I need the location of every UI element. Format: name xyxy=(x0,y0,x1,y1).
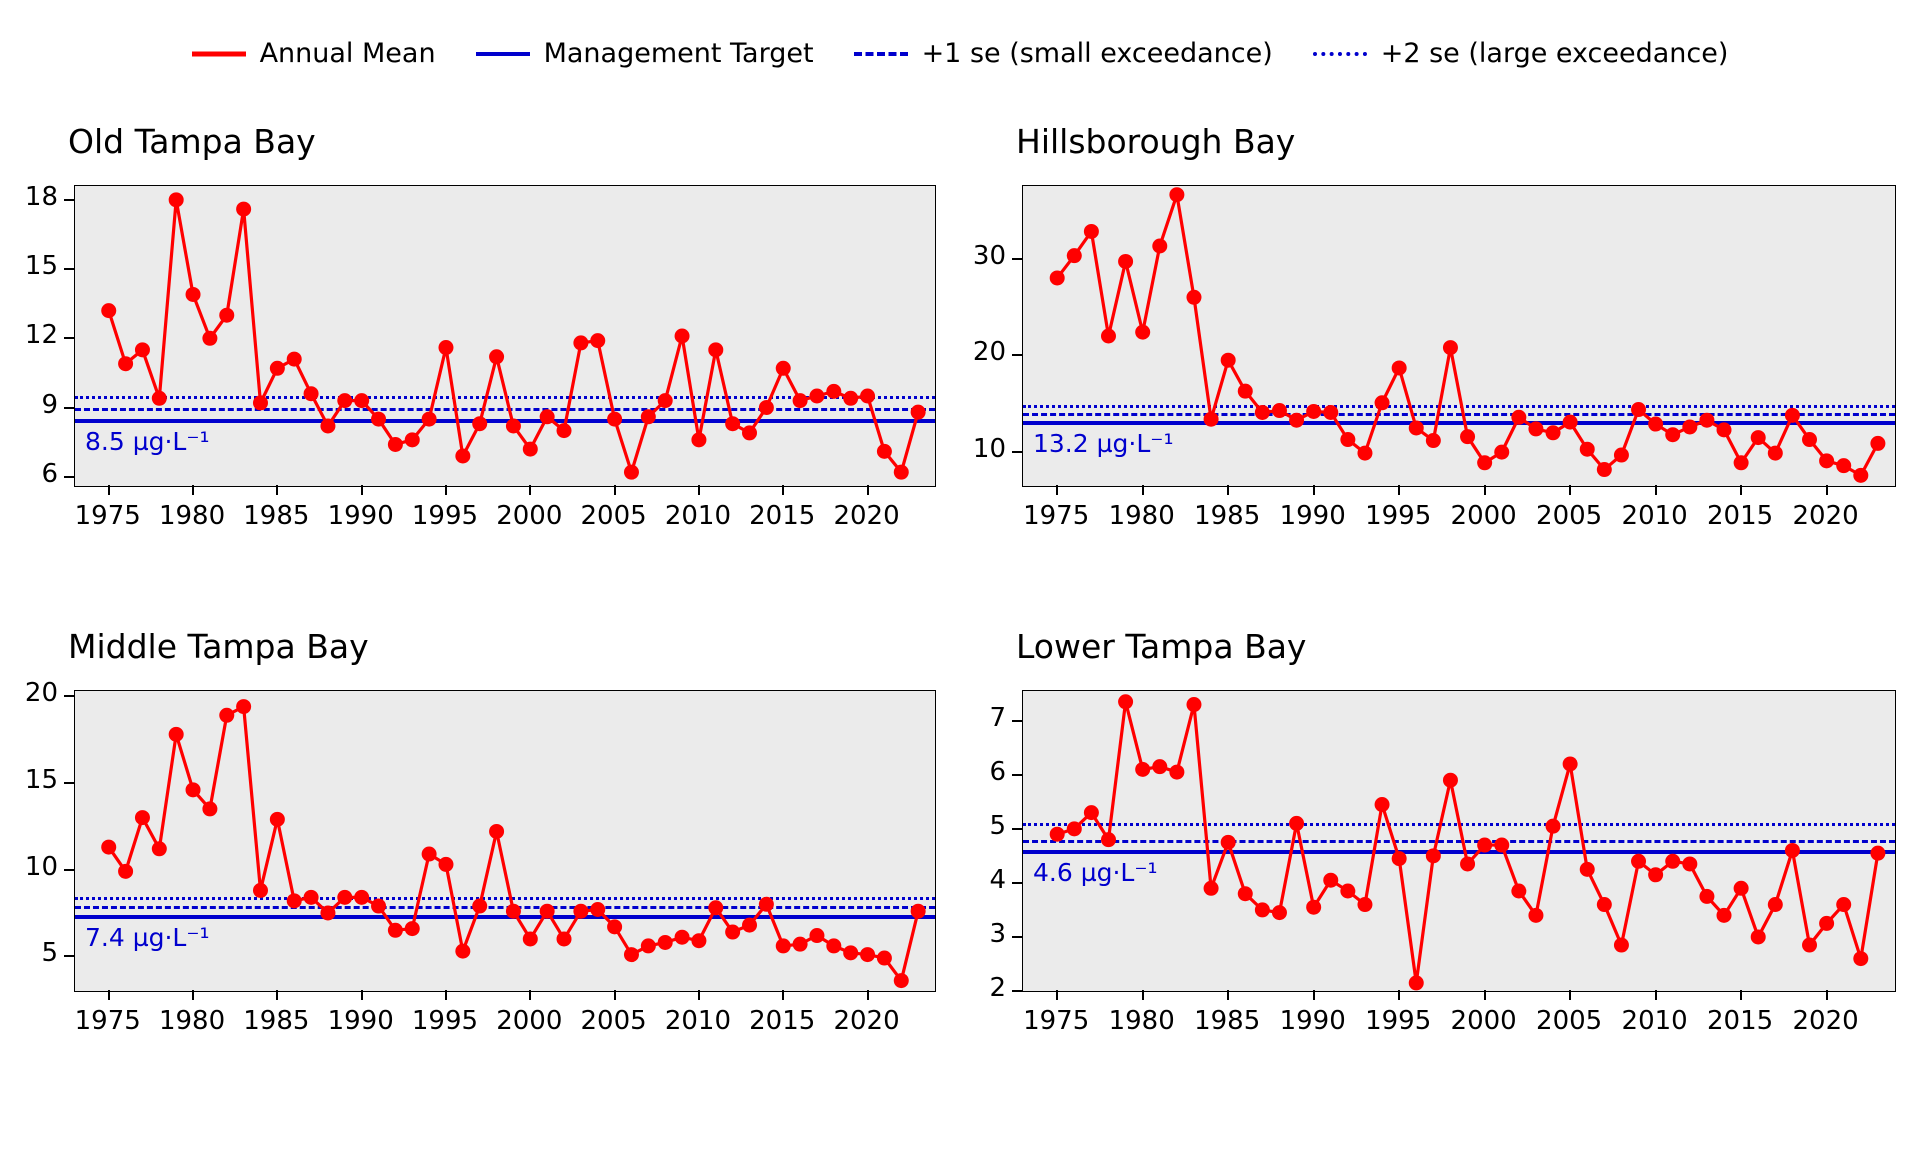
management-target-label: 4.6 µg·L⁻¹ xyxy=(1033,858,1158,888)
y-tick-label: 12 xyxy=(24,320,58,351)
management-target-label: 8.5 µg·L⁻¹ xyxy=(85,427,210,457)
x-tick-label: 1980 xyxy=(1108,501,1175,531)
x-tick-mark xyxy=(1484,990,1486,1000)
panel-title: Middle Tampa Bay xyxy=(68,627,369,666)
x-tick-label: 2015 xyxy=(1707,1006,1774,1036)
x-tick-mark xyxy=(1826,990,1828,1000)
legend-label: +2 se (large exceedance) xyxy=(1380,38,1729,69)
panel-title: Old Tampa Bay xyxy=(68,122,316,161)
y-tick-label: 30 xyxy=(972,240,1006,271)
y-tick-mark xyxy=(1012,882,1022,884)
x-tick-label: 2015 xyxy=(1707,501,1774,531)
plot-area xyxy=(1022,690,1896,992)
legend-label: +1 se (small exceedance) xyxy=(921,38,1273,69)
y-tick-label: 6 xyxy=(41,458,58,489)
y-tick-mark xyxy=(1012,720,1022,722)
x-tick-label: 2020 xyxy=(833,501,900,531)
x-tick-label: 1995 xyxy=(1365,1006,1432,1036)
panel-title: Lower Tampa Bay xyxy=(1016,627,1307,666)
x-tick-label: 1975 xyxy=(74,1006,141,1036)
x-tick-label: 1995 xyxy=(1365,501,1432,531)
x-tick-mark xyxy=(1227,990,1229,1000)
x-tick-label: 2010 xyxy=(1621,1006,1688,1036)
y-tick-mark xyxy=(1012,828,1022,830)
x-tick-label: 2000 xyxy=(496,501,563,531)
x-tick-label: 2005 xyxy=(580,1006,647,1036)
x-tick-label: 1990 xyxy=(327,501,394,531)
y-tick-label: 6 xyxy=(989,756,1006,787)
x-tick-label: 2005 xyxy=(1536,501,1603,531)
y-tick-label: 7 xyxy=(989,702,1006,733)
x-tick-label: 2005 xyxy=(1536,1006,1603,1036)
legend-label: Management Target xyxy=(543,38,814,69)
y-tick-label: 10 xyxy=(972,434,1006,465)
x-tick-label: 2015 xyxy=(749,1006,816,1036)
x-tick-label: 1975 xyxy=(1023,1006,1090,1036)
x-tick-mark xyxy=(1655,990,1657,1000)
x-tick-label: 2015 xyxy=(749,501,816,531)
y-tick-mark xyxy=(1012,936,1022,938)
x-tick-label: 1990 xyxy=(1279,1006,1346,1036)
x-tick-mark xyxy=(1740,990,1742,1000)
x-tick-label: 2010 xyxy=(664,1006,731,1036)
panel-title: Hillsborough Bay xyxy=(1016,122,1296,161)
y-tick-label: 15 xyxy=(24,251,58,282)
y-tick-label: 20 xyxy=(972,337,1006,368)
x-tick-label: 1985 xyxy=(1194,501,1261,531)
legend-label: Annual Mean xyxy=(259,38,436,69)
x-tick-label: 1985 xyxy=(243,501,310,531)
management-target-label: 7.4 µg·L⁻¹ xyxy=(85,922,210,952)
x-tick-label: 2020 xyxy=(1792,1006,1859,1036)
y-tick-label: 10 xyxy=(24,851,58,882)
x-tick-label: 1995 xyxy=(411,1006,479,1036)
x-tick-label: 2000 xyxy=(1450,1006,1517,1036)
x-tick-label: 1985 xyxy=(1194,1006,1261,1036)
x-tick-label: 1995 xyxy=(411,501,479,531)
y-tick-label: 2 xyxy=(989,973,1006,1003)
y-tick-label: 15 xyxy=(24,764,58,795)
management-target-label: 13.2 µg·L⁻¹ xyxy=(1033,429,1174,459)
x-tick-label: 2020 xyxy=(1792,501,1859,531)
y-tick-label: 9 xyxy=(41,389,58,420)
y-tick-label: 3 xyxy=(989,918,1006,949)
x-tick-label: 1990 xyxy=(327,1006,394,1036)
y-tick-label: 4 xyxy=(989,864,1006,895)
x-tick-mark xyxy=(1056,990,1058,1000)
x-tick-label: 1985 xyxy=(243,1006,310,1036)
y-tick-mark xyxy=(1012,774,1022,776)
x-tick-mark xyxy=(1569,990,1571,1000)
x-tick-label: 1980 xyxy=(1108,1006,1175,1036)
x-tick-label: 2000 xyxy=(496,1006,563,1036)
y-tick-label: 18 xyxy=(24,181,58,212)
x-tick-mark xyxy=(1398,990,1400,1000)
x-tick-label: 2000 xyxy=(1450,501,1517,531)
x-tick-label: 1990 xyxy=(1279,501,1346,531)
y-tick-label: 5 xyxy=(989,810,1006,841)
x-tick-mark xyxy=(1142,990,1144,1000)
annual-mean-series xyxy=(1023,691,1895,991)
y-tick-label: 5 xyxy=(41,938,58,969)
x-tick-label: 2020 xyxy=(833,1006,900,1036)
x-tick-label: 2010 xyxy=(1621,501,1688,531)
y-tick-label: 20 xyxy=(24,678,58,709)
x-tick-label: 1975 xyxy=(1023,501,1090,531)
x-tick-label: 1980 xyxy=(158,501,226,531)
y-tick-mark xyxy=(1012,990,1022,992)
x-tick-label: 1980 xyxy=(158,1006,226,1036)
x-tick-label: 2005 xyxy=(580,501,647,531)
x-tick-label: 2010 xyxy=(664,501,731,531)
x-tick-mark xyxy=(1313,990,1315,1000)
x-tick-label: 1975 xyxy=(74,501,141,531)
